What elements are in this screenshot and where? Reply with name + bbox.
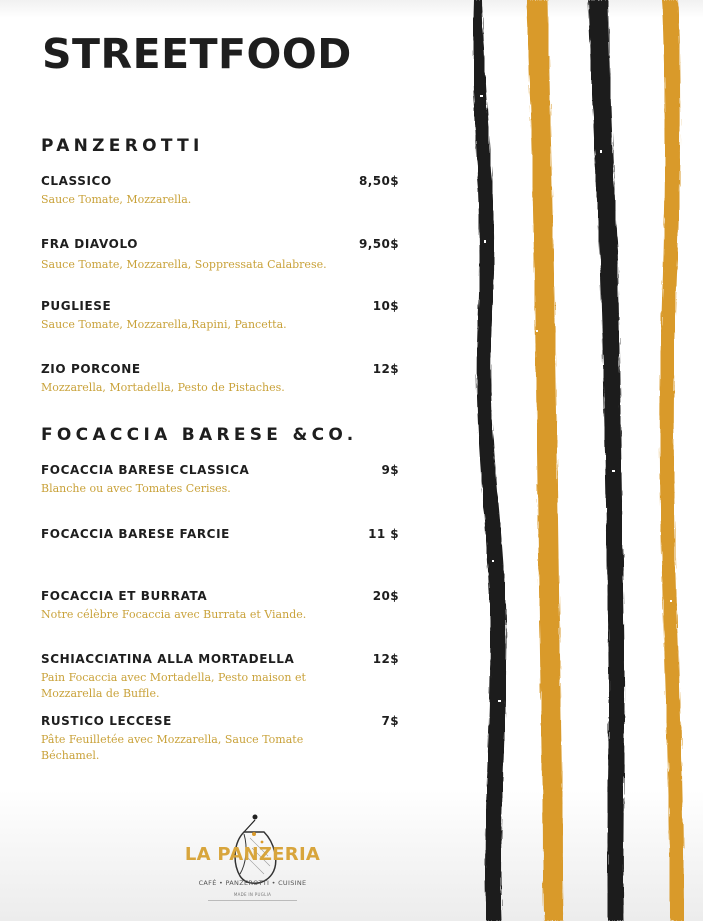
item-price: 8,50$ [359,174,399,188]
item-description: Mozzarella, Mortadella, Pesto de Pistaches. [41,381,285,394]
item-price: 10$ [372,299,399,313]
item-description: Pâte Feuilletée avec Mozzarella, Sauce Tomate Béchamel. [41,733,304,762]
logo-wordmark: LA PANZERIA [184,844,321,865]
item-description: Sauce Tomate, Mozzarella,Rapini, Pancetta. [41,318,287,331]
menu-item [41,714,399,764]
item-name: FRA DIAVOLO [41,237,139,251]
menu-item [41,652,399,702]
item-description: Sauce Tomate, Mozzarella. [41,193,192,206]
item-price: 11 $ [368,527,399,541]
item-name: RUSTICO LECCESE [41,714,172,728]
item-price: 20$ [372,589,399,603]
menu-item [41,299,399,333]
item-description: Blanche ou avec Tomates Cerises. [41,482,231,495]
black-stripe-2 [588,0,625,921]
menu-item [41,237,399,273]
item-name: PUGLIESE [41,299,112,313]
item-price: 9,50$ [359,237,399,251]
menu-item [41,362,399,396]
item-price: 9$ [381,463,399,477]
item-description: Pain Focaccia avec Mortadella, Pesto maison et Mozzarella de Buffle. [41,671,306,700]
menu-item [41,174,399,208]
black-stripe-1 [473,0,506,921]
item-price: 12$ [372,362,399,376]
logo-subline: MADE IN PUGLIA [233,892,272,897]
item-description: Sauce Tomate, Mozzarella, Soppressata Calabrese. [41,258,327,271]
decorative-brush-stripes [470,0,703,921]
section-heading-focaccia: FOCACCIA BARESE &CO. [41,425,358,445]
menu-item [41,589,399,623]
section-heading-panzerotti: PANZEROTTI [41,136,204,156]
item-price: 7$ [381,714,399,728]
item-name: FOCACCIA ET BURRATA [41,589,208,603]
restaurant-logo [180,812,325,917]
gold-stripe-2 [660,0,684,921]
item-name: CLASSICO [41,174,112,188]
item-name: FOCACCIA BARESE CLASSICA [41,463,250,477]
item-name: FOCACCIA BARESE FARCIE [41,527,230,541]
gold-stripe-1 [526,0,564,921]
item-description: Notre célèbre Focaccia avec Burrata et Viande. [41,608,307,621]
item-price: 12$ [372,652,399,666]
item-name: SCHIACCIATINA ALLA MORTADELLA [41,652,295,666]
logo-tagline: CAFÉ • PANZEROTTI • CUISINE [198,879,307,887]
logo-divider [208,900,297,901]
menu-item [41,463,399,497]
page-title: STREETFOOD [42,30,352,78]
menu-item [41,527,399,542]
item-name: ZIO PORCONE [41,362,141,376]
